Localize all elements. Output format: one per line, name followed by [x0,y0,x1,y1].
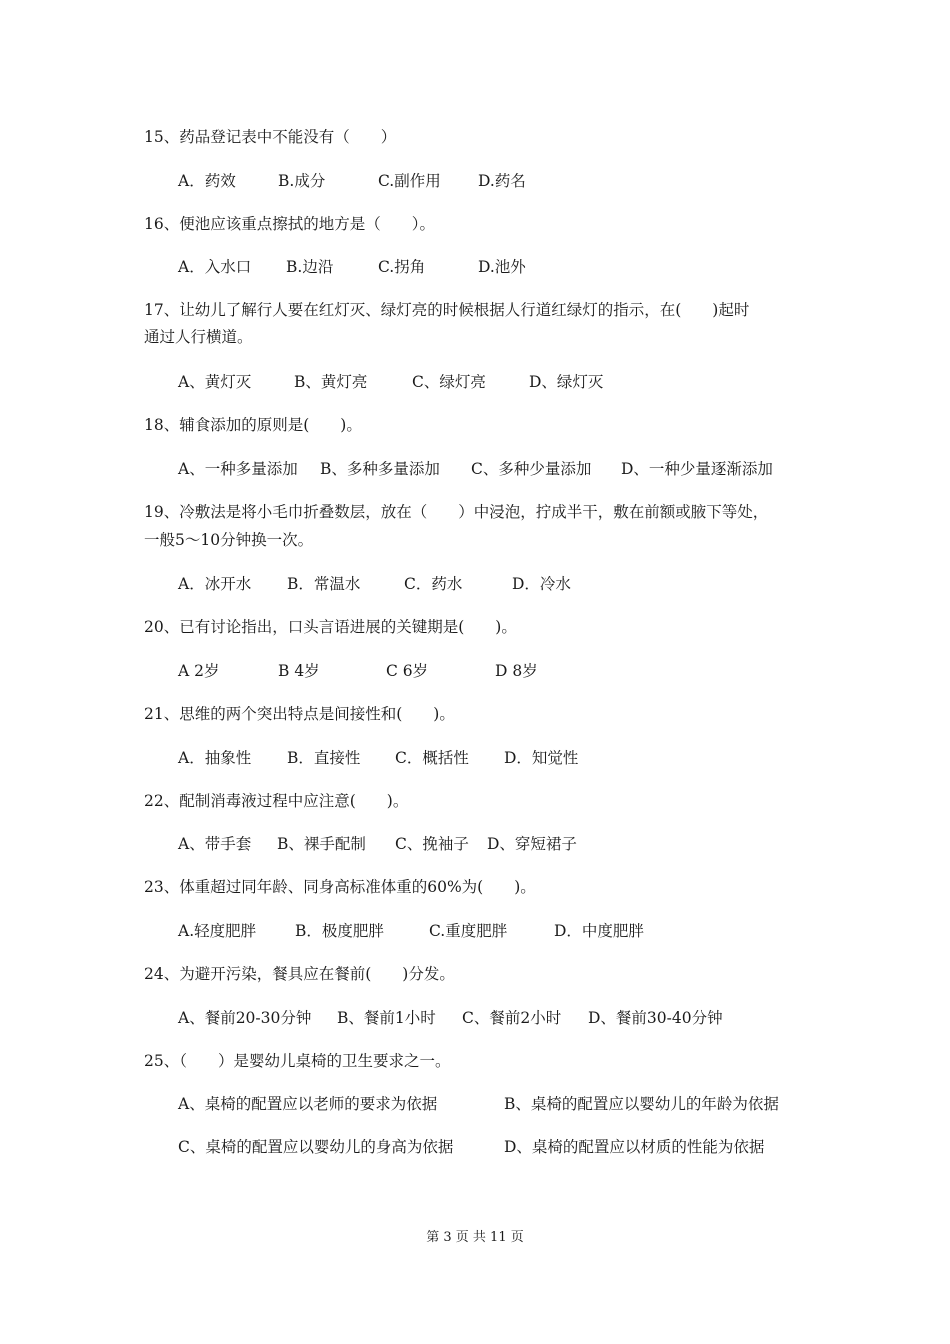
option-20-d: D 8岁 [495,662,538,680]
question-19-line2: 一般5～10分钟换一次。 [144,531,314,549]
option-24-b: B、餐前1小时 [337,1009,436,1027]
option-19-a: A．冰开水 [178,575,252,593]
option-22-b: B、裸手配制 [277,835,366,853]
option-17-a: A、黄灯灭 [178,373,252,391]
page-number: 第 3 页 共 11 页 [426,1230,524,1245]
option-15-b: B.成分 [278,172,326,190]
option-15-d: D.药名 [478,172,526,190]
option-17-d: D、绿灯灭 [529,373,604,391]
option-17-c: C、绿灯亮 [412,373,486,391]
option-23-d: D．中度肥胖 [554,922,644,940]
option-22-c: C、挽袖子 [395,835,469,853]
question-16: 16、便池应该重点擦拭的地方是（ ）。 [144,215,435,233]
option-25-c: C、桌椅的配置应以婴幼儿的身高为依据 [178,1138,454,1156]
option-20-b: B 4岁 [278,662,320,680]
question-22: 22、配制消毒液过程中应注意( )。 [144,792,409,810]
question-25: 25、（ ）是婴幼儿桌椅的卫生要求之一。 [144,1052,451,1070]
question-21: 21、思维的两个突出特点是间接性和( )。 [144,705,455,723]
option-16-b: B.边沿 [286,258,334,276]
option-24-d: D、餐前30-40分钟 [588,1009,723,1027]
option-21-c: C．概括性 [395,749,469,767]
option-15-c: C.副作用 [378,172,441,190]
option-18-c: C、多种少量添加 [471,460,592,478]
option-25-d: D、桌椅的配置应以材质的性能为依据 [504,1138,765,1156]
option-25-a: A、桌椅的配置应以老师的要求为依据 [178,1095,438,1113]
option-24-c: C、餐前2小时 [462,1009,562,1027]
option-20-a: A 2岁 [178,662,220,680]
option-22-a: A、带手套 [178,835,252,853]
question-17-line2: 通过人行横道。 [144,328,253,346]
option-19-c: C．药水 [404,575,463,593]
option-17-b: B、黄灯亮 [294,373,368,391]
question-15: 15、药品登记表中不能没有（ ） [144,128,397,146]
option-23-c: C.重度肥胖 [429,922,508,940]
option-25-b: B、桌椅的配置应以婴幼儿的年龄为依据 [504,1095,779,1113]
question-24: 24、为避开污染，餐具应在餐前( )分发。 [144,965,455,983]
option-16-a: A．入水口 [178,258,252,276]
option-16-d: D.池外 [478,258,526,276]
question-18: 18、辅食添加的原则是( )。 [144,416,362,434]
question-19: 19、冷敷法是将小毛巾折叠数层，放在（ ）中浸泡，拧成半干，敷在前额或腋下等处， [144,503,769,521]
option-24-a: A、餐前20-30分钟 [178,1009,312,1027]
option-21-b: B．直接性 [287,749,361,767]
option-18-d: D、一种少量逐渐添加 [621,460,773,478]
question-20: 20、已有讨论指出，口头言语进展的关键期是( )。 [144,618,517,636]
option-18-a: A、一种多量添加 [178,460,298,478]
question-17: 17、让幼儿了解行人要在红灯灭、绿灯亮的时候根据人行道红绿灯的指示，在( )起时 [144,301,750,319]
option-15-a: A．药效 [178,172,236,190]
option-22-d: D、穿短裙子 [487,835,577,853]
option-19-d: D．冷水 [512,575,571,593]
option-19-b: B．常温水 [287,575,361,593]
option-21-d: D．知觉性 [504,749,579,767]
option-23-a: A.轻度肥胖 [178,922,257,940]
option-21-a: A．抽象性 [178,749,252,767]
question-23: 23、体重超过同年龄、同身高标准体重的60%为( )。 [144,878,536,896]
option-18-b: B、多种多量添加 [320,460,440,478]
option-23-b: B．极度肥胖 [295,922,384,940]
option-20-c: C 6岁 [386,662,429,680]
option-16-c: C.拐角 [378,258,426,276]
